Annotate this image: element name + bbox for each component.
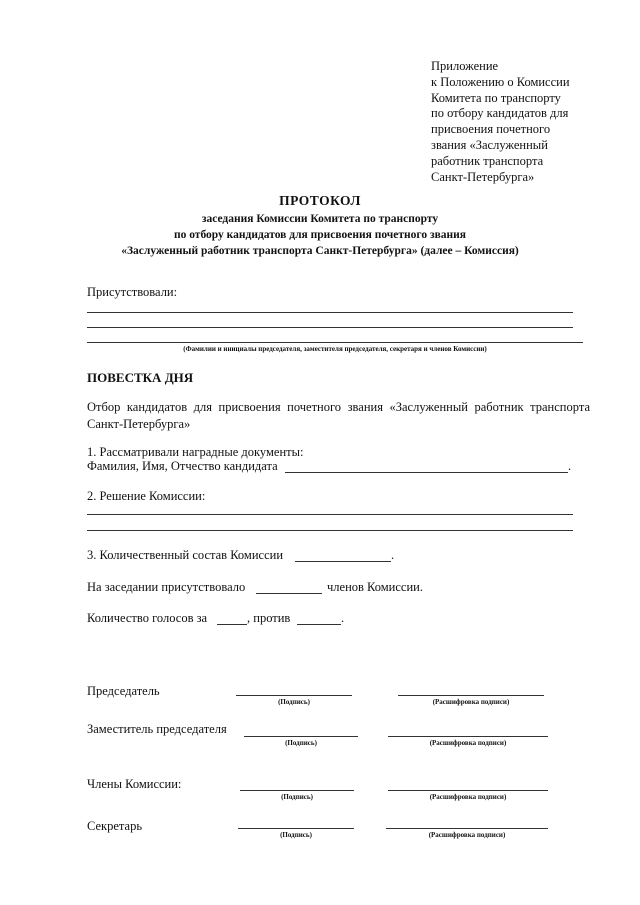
votes-against-label: , против [247, 611, 291, 625]
chairman-label: Председатель [87, 684, 160, 698]
title-heading: ПРОТОКОЛ [279, 193, 361, 208]
members-label: Члены Комиссии: [87, 777, 182, 791]
appendix-line: присвоения почетного [431, 122, 551, 137]
signature-caption: (Подпись) [280, 831, 312, 839]
appendix-line: Санкт-Петербурга» [431, 169, 535, 184]
commission-size-field[interactable] [295, 561, 391, 562]
decoding-caption: (Расшифровка подписи) [429, 739, 507, 747]
decision-field-line[interactable] [87, 514, 573, 515]
members-signature-field[interactable] [240, 790, 354, 791]
decoding-caption: (Расшифровка подписи) [428, 831, 506, 839]
period: . [568, 459, 572, 473]
decoding-caption: (Расшифровка подписи) [432, 698, 510, 706]
deputy-chairman-label: Заместитель председателя [87, 722, 227, 736]
attendees-field-line[interactable] [87, 327, 573, 328]
attendees-caption: (Фамилии и инициалы председателя, заместителя председателя, секретаря и членов Комиссии) [183, 345, 487, 353]
title-line: «Заслуженный работник транспорта Санкт-Петербурга» (далее – Комиссия) [121, 245, 519, 257]
present-suffix: членов Комиссии. [327, 580, 423, 594]
document-title [60, 193, 580, 259]
attendees-field-line[interactable] [87, 312, 573, 313]
appendix-line: Приложение [431, 59, 499, 73]
deputy-decoding-field[interactable] [388, 736, 548, 737]
present-count-field[interactable] [256, 593, 322, 594]
item1-title: 1. Рассматривали наградные документы: [87, 445, 304, 459]
signature-caption: (Подпись) [281, 793, 313, 801]
candidate-name-label: Фамилия, Имя, Отчество кандидата [87, 459, 278, 473]
title-line: по отбору кандидатов для присвоения почетного звания [173, 229, 467, 241]
chairman-signature-field[interactable] [236, 695, 352, 696]
decoding-caption: (Расшифровка подписи) [429, 793, 507, 801]
attendees-field-line[interactable] [87, 342, 583, 343]
agenda-heading: ПОВЕСТКА ДНЯ [87, 370, 194, 385]
decision-field-line[interactable] [87, 530, 573, 531]
signature-caption: (Подпись) [285, 739, 317, 747]
appendix-line: Комитета по транспорту [431, 90, 561, 105]
deputy-signature-field[interactable] [244, 736, 358, 737]
appendix-line: к Положению о Комиссии [431, 74, 570, 89]
members-decoding-field[interactable] [388, 790, 548, 791]
item2-title: 2. Решение Комиссии: [87, 489, 206, 503]
signature-caption: (Подпись) [278, 698, 310, 706]
votes-against-field[interactable] [297, 624, 341, 625]
title-line: заседания Комиссии Комитета по транспорту [201, 213, 439, 225]
period: . [341, 611, 345, 625]
candidate-name-field[interactable] [285, 472, 568, 473]
appendix-line: звания «Заслуженный [431, 137, 548, 152]
present-label: На заседании присутствовало [87, 580, 246, 594]
secretary-decoding-field[interactable] [386, 828, 548, 829]
chairman-decoding-field[interactable] [398, 695, 544, 696]
agenda-text: Отбор кандидатов для присвоения почетного звания «Заслуженный работник транспорта Санкт-Петербурга» [87, 400, 590, 431]
appendix-note [431, 59, 631, 185]
appendix-line: по отбору кандидатов для [431, 106, 569, 121]
secretary-label: Секретарь [87, 819, 143, 833]
secretary-signature-field[interactable] [238, 828, 354, 829]
attendees-label: Присутствовали: [87, 285, 178, 299]
votes-for-label: Количество голосов за [87, 611, 208, 625]
appendix-line: работник транспорта [431, 153, 544, 168]
item3-title: 3. Количественный состав Комиссии [87, 548, 284, 562]
period: . [391, 548, 395, 562]
votes-for-field[interactable] [217, 624, 247, 625]
